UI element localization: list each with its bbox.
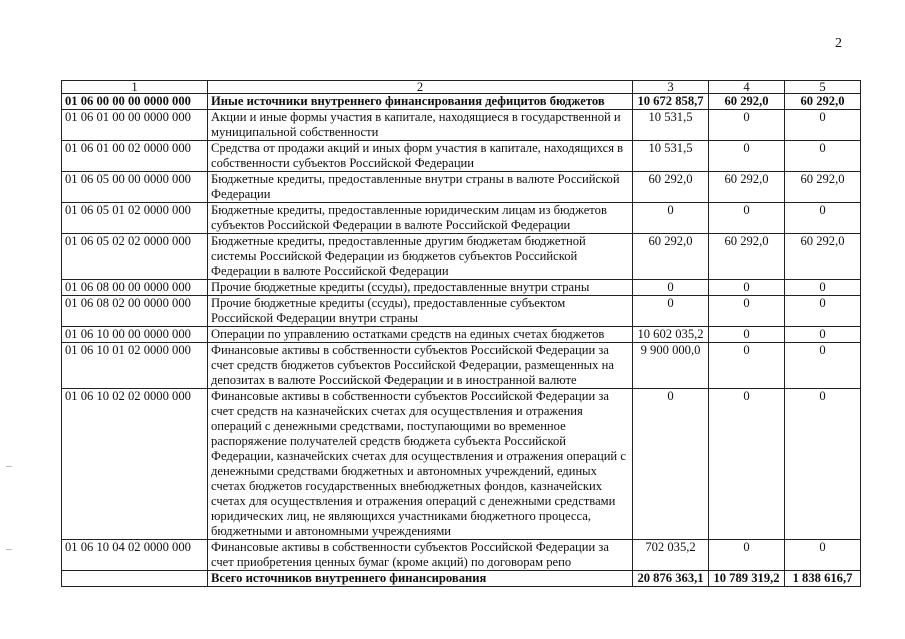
table-row [62, 141, 861, 172]
row-value-col5: 0 [785, 389, 861, 540]
row-code: 01 06 00 00 00 0000 000 [62, 94, 208, 110]
scan-mark [6, 466, 12, 467]
row-value-col4: 0 [709, 110, 785, 141]
row-value-col3: 10 531,5 [633, 141, 709, 172]
page-number: 2 [835, 36, 842, 51]
table-row [62, 389, 861, 540]
row-value-col4: 0 [709, 280, 785, 296]
row-value-col5: 0 [785, 296, 861, 327]
row-name: Операции по управлению остатками средств на единых счетах бюджетов [208, 327, 633, 343]
row-name: Средства от продажи акций и иных форм участия в капитале, находящихся в собственности субъектов Российской Федерации [208, 141, 633, 172]
financing-sources-table [61, 80, 861, 587]
row-code: 01 06 01 00 00 0000 000 [62, 110, 208, 141]
row-name: Акции и иные формы участия в капитале, находящиеся в государственной и муниципальной собственности [208, 110, 633, 141]
row-value-col3: 10 602 035,2 [633, 327, 709, 343]
row-value-col5: 0 [785, 110, 861, 141]
row-name: Прочие бюджетные кредиты (ссуды), предоставленные внутри страны [208, 280, 633, 296]
row-code: 01 06 10 02 02 0000 000 [62, 389, 208, 540]
table-row [62, 172, 861, 203]
column-header: 3 [633, 81, 709, 94]
row-value-col4: 60 292,0 [709, 234, 785, 280]
row-code: 01 06 10 00 00 0000 000 [62, 327, 208, 343]
row-code: 01 06 08 02 00 0000 000 [62, 296, 208, 327]
row-name: Финансовые активы в собственности субъектов Российской Федерации за счет средств на казначейских счетах для осуществления и отражения операций с денежными средствами, поступающими во временное распоряжение получателей средств бюджета субъекта Российской Федерации, казначейских счетах для осуществления и отражения операций с денежными средствами бюджетных и автономных учреждений, единых счетах бюджетов государственных внебюджетных фондов, казначейских счетах для осуществления и отражения операций с денежными средствами юридических лиц, не являющихся участниками бюджетного процесса, бюджетными и автономными учреждениями [208, 389, 633, 540]
table-row [62, 280, 861, 296]
row-value-col5: 60 292,0 [785, 94, 861, 110]
scan-mark [6, 549, 12, 550]
row-value-col3: 60 292,0 [633, 172, 709, 203]
row-value-col5: 0 [785, 203, 861, 234]
row-value-col4: 10 789 319,2 [709, 571, 785, 587]
row-name: Финансовые активы в собственности субъектов Российской Федерации за счет средств бюджетов субъектов Российской Федерации, размещенных на депозитах в валюте Российской Федерации и в иностранной валюте [208, 343, 633, 389]
column-header: 1 [62, 81, 208, 94]
row-name: Бюджетные кредиты, предоставленные другим бюджетам бюджетной системы Российской Федерации из бюджетов субъектов Российской Федерации в валюте Российской Федерации [208, 234, 633, 280]
row-value-col3: 0 [633, 203, 709, 234]
row-code: 01 06 10 01 02 0000 000 [62, 343, 208, 389]
table-row [62, 327, 861, 343]
row-value-col4: 0 [709, 389, 785, 540]
table-row [62, 571, 861, 587]
row-value-col5: 0 [785, 280, 861, 296]
row-value-col5: 60 292,0 [785, 172, 861, 203]
row-value-col5: 60 292,0 [785, 234, 861, 280]
row-value-col3: 10 531,5 [633, 110, 709, 141]
row-value-col5: 0 [785, 141, 861, 172]
column-header: 2 [208, 81, 633, 94]
row-name: Иные источники внутреннего финансирования дефицитов бюджетов [208, 94, 633, 110]
row-code: 01 06 05 01 02 0000 000 [62, 203, 208, 234]
row-code: 01 06 05 02 02 0000 000 [62, 234, 208, 280]
row-value-col3: 0 [633, 280, 709, 296]
column-header: 4 [709, 81, 785, 94]
row-value-col4: 0 [709, 203, 785, 234]
table-row [62, 540, 861, 571]
row-value-col3: 20 876 363,1 [633, 571, 709, 587]
row-value-col3: 0 [633, 296, 709, 327]
row-name: Прочие бюджетные кредиты (ссуды), предоставленные субъектом Российской Федерации внутри страны [208, 296, 633, 327]
row-value-col4: 60 292,0 [709, 94, 785, 110]
row-value-col4: 0 [709, 327, 785, 343]
row-value-col3: 9 900 000,0 [633, 343, 709, 389]
row-name: Бюджетные кредиты, предоставленные юридическим лицам из бюджетов субъектов Российской Федерации в валюте Российской Федерации [208, 203, 633, 234]
row-value-col3: 0 [633, 389, 709, 540]
row-code: 01 06 10 04 02 0000 000 [62, 540, 208, 571]
row-value-col4: 0 [709, 343, 785, 389]
table-row [62, 110, 861, 141]
row-code: 01 06 05 00 00 0000 000 [62, 172, 208, 203]
row-value-col3: 702 035,2 [633, 540, 709, 571]
row-value-col3: 10 672 858,7 [633, 94, 709, 110]
row-value-col4: 0 [709, 296, 785, 327]
table-row [62, 296, 861, 327]
row-code: 01 06 08 00 00 0000 000 [62, 280, 208, 296]
row-value-col5: 0 [785, 540, 861, 571]
row-value-col3: 60 292,0 [633, 234, 709, 280]
row-value-col4: 0 [709, 141, 785, 172]
row-value-col4: 60 292,0 [709, 172, 785, 203]
row-value-col5: 0 [785, 327, 861, 343]
row-name: Всего источников внутреннего финансирования [208, 571, 633, 587]
row-value-col4: 0 [709, 540, 785, 571]
row-name: Бюджетные кредиты, предоставленные внутри страны в валюте Российской Федерации [208, 172, 633, 203]
row-code: 01 06 01 00 02 0000 000 [62, 141, 208, 172]
row-value-col5: 0 [785, 343, 861, 389]
row-name: Финансовые активы в собственности субъектов Российской Федерации за счет приобретения ценных бумаг (кроме акций) по договорам репо [208, 540, 633, 571]
row-value-col5: 1 838 616,7 [785, 571, 861, 587]
row-code [62, 571, 208, 587]
table-row [62, 343, 861, 389]
table-row [62, 94, 861, 110]
column-number-row [62, 81, 861, 94]
table-row [62, 234, 861, 280]
column-header: 5 [785, 81, 861, 94]
table-row [62, 203, 861, 234]
